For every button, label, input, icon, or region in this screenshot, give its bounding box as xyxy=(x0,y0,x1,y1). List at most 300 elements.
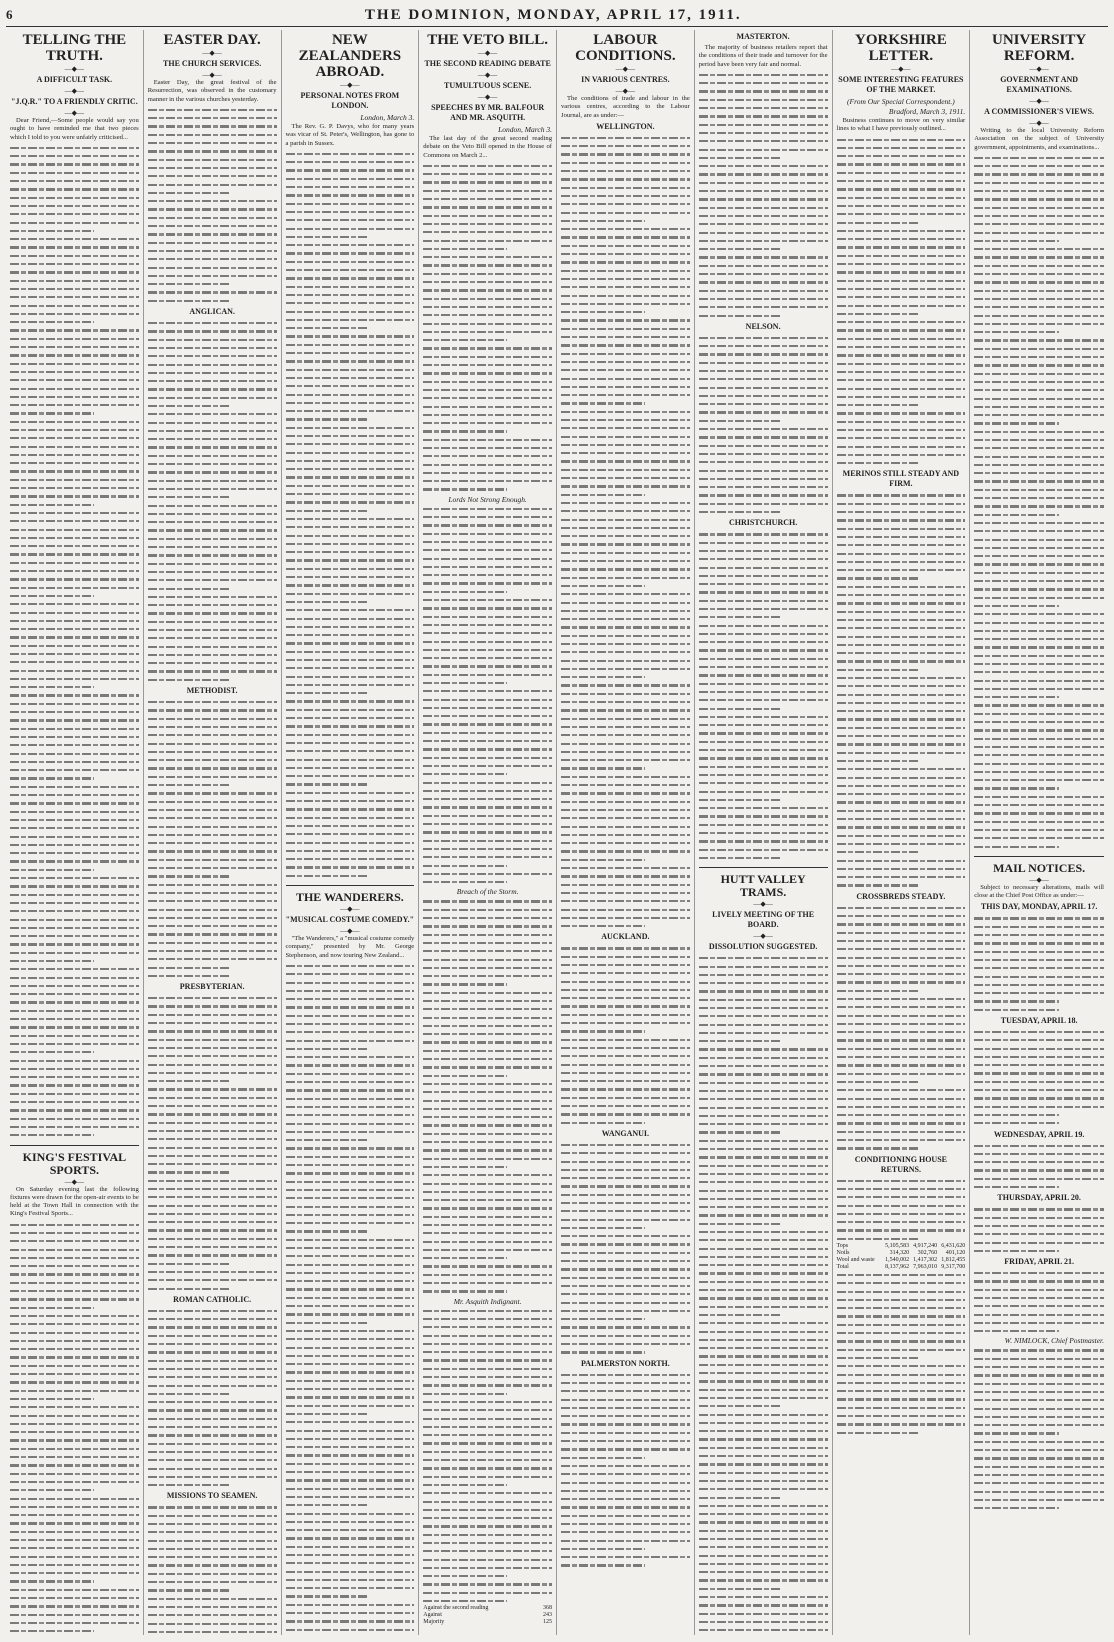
text-line xyxy=(10,998,139,1006)
text-line xyxy=(10,335,139,343)
text-line xyxy=(699,1494,828,1502)
text-line xyxy=(148,756,277,764)
text-line xyxy=(974,511,1104,519)
text-line xyxy=(423,1113,552,1121)
text-line xyxy=(148,1011,277,1019)
text-line xyxy=(148,906,277,914)
body-text-lines xyxy=(699,334,828,517)
headline-wanderers: THE WANDERERS. xyxy=(295,890,404,905)
text-line xyxy=(974,710,1104,718)
text-line xyxy=(148,551,277,559)
text-line xyxy=(837,1045,966,1053)
text-line xyxy=(286,1294,415,1302)
text-line xyxy=(423,1522,552,1530)
text-line xyxy=(837,525,966,533)
text-line xyxy=(561,134,690,142)
text-line xyxy=(423,720,552,728)
text-line xyxy=(423,754,552,762)
text-line xyxy=(974,818,1104,826)
text-line xyxy=(286,465,415,473)
text-line xyxy=(837,1020,966,1028)
text-line xyxy=(974,843,1104,851)
section-heading: CROSSBREDS STEADY. xyxy=(856,891,946,901)
text-line xyxy=(974,419,1104,427)
text-line xyxy=(699,162,828,170)
text-line xyxy=(423,956,552,964)
text-line xyxy=(148,443,277,451)
text-line xyxy=(561,706,690,714)
text-line xyxy=(699,154,828,162)
text-line xyxy=(423,344,552,352)
text-line xyxy=(423,1080,552,1088)
text-line xyxy=(286,523,415,531)
article-lead: Dear Friend,—Some people would say you ought to have reminded me that two pieces which I told to you were unfairly criticised... xyxy=(10,117,139,141)
text-line xyxy=(148,1365,277,1373)
text-line xyxy=(974,1036,1104,1044)
text-line xyxy=(561,1085,690,1093)
text-line xyxy=(10,799,139,807)
text-line xyxy=(423,513,552,521)
text-line xyxy=(561,1282,690,1290)
text-line xyxy=(148,1052,277,1060)
column-3: NEW ZEALANDERS ABROAD. —◆— PERSONAL NOTES FROM LONDON. London, March 3. The Rev. G. P. Davys, who for many years was vicar of St. Peter's, Wellington, has gone to a parish in Sussex. THE WANDERERS. —◆— "MUSICAL COSTUME COMEDY." —◆— "The Wanderers," a "musical costume comedy company," presented by Mr. George Stephenson, and now touring New Zealand... xyxy=(282,30,420,1635)
text-line xyxy=(699,500,828,508)
text-line xyxy=(286,1086,415,1094)
subheadline: "MUSICAL COSTUME COMEDY." xyxy=(285,915,415,925)
text-line xyxy=(974,195,1104,203)
text-line xyxy=(286,970,415,978)
text-line xyxy=(699,613,828,621)
text-line xyxy=(561,1528,690,1536)
text-line xyxy=(10,774,139,782)
result-row: Against 243 xyxy=(423,1612,552,1619)
text-line xyxy=(837,533,966,541)
text-line xyxy=(148,1102,277,1110)
text-line xyxy=(837,1304,966,1312)
text-line xyxy=(10,1412,139,1420)
text-line xyxy=(10,633,139,641)
text-line xyxy=(10,1254,139,1262)
text-line xyxy=(286,1285,415,1293)
text-line xyxy=(837,1354,966,1362)
text-line xyxy=(286,1219,415,1227)
text-line xyxy=(699,705,828,713)
text-line xyxy=(974,577,1104,585)
text-line xyxy=(561,267,690,275)
text-line xyxy=(10,625,139,633)
text-line xyxy=(286,299,415,307)
text-line xyxy=(974,652,1104,660)
text-line xyxy=(699,1278,828,1286)
text-line xyxy=(974,1103,1104,1111)
text-line xyxy=(974,245,1104,253)
text-line xyxy=(561,1224,690,1232)
text-line xyxy=(286,1302,415,1310)
text-line xyxy=(423,914,552,922)
text-line xyxy=(423,1105,552,1113)
text-line xyxy=(148,723,277,731)
text-line xyxy=(561,640,690,648)
column-5: LABOUR CONDITIONS. —◆— IN VARIOUS CENTRES. —◆— The conditions of trade and labour in the various centres, according to the Labour Journal, are as under:— WELLINGTON. AUCKLAND. WANGANUI. PALMERSTON NORTH. xyxy=(557,30,695,1635)
text-line xyxy=(148,1185,277,1193)
text-line xyxy=(10,1123,139,1131)
text-line xyxy=(561,1216,690,1224)
result-row: Majority 125 xyxy=(423,1619,552,1626)
text-line xyxy=(10,650,139,658)
text-line xyxy=(561,1396,690,1404)
text-line xyxy=(974,735,1104,743)
text-line xyxy=(699,646,828,654)
text-line xyxy=(423,178,552,186)
text-line xyxy=(148,1144,277,1152)
text-line xyxy=(699,1087,828,1095)
text-line xyxy=(699,788,828,796)
text-line xyxy=(974,461,1104,469)
text-line xyxy=(561,1011,690,1019)
text-line xyxy=(10,1221,139,1229)
text-line xyxy=(974,1205,1104,1213)
text-line xyxy=(423,1332,552,1340)
text-line xyxy=(699,1543,828,1551)
text-line xyxy=(974,1158,1104,1166)
text-line xyxy=(974,569,1104,577)
text-line xyxy=(837,1362,966,1370)
text-line xyxy=(148,1315,277,1323)
text-line xyxy=(974,685,1104,693)
text-line xyxy=(423,1262,552,1270)
text-line xyxy=(837,1103,966,1111)
text-line xyxy=(10,252,139,260)
text-line xyxy=(286,1501,415,1509)
subheadline: GOVERNMENT AND EXAMINATIONS. xyxy=(1000,75,1079,94)
text-line xyxy=(699,1477,828,1485)
text-line xyxy=(286,291,415,299)
text-line xyxy=(837,1095,966,1103)
body-text-lines xyxy=(148,1503,277,1635)
text-line xyxy=(561,217,690,225)
text-line xyxy=(148,889,277,897)
text-line xyxy=(423,870,552,878)
body-text-lines xyxy=(148,698,277,980)
text-line xyxy=(286,1443,415,1451)
text-line xyxy=(286,432,415,440)
mail-day: THIS DAY, MONDAY, APRIL 17. xyxy=(980,902,1098,912)
text-line xyxy=(286,598,415,606)
text-line xyxy=(423,770,552,778)
text-line xyxy=(561,781,690,789)
text-line xyxy=(699,179,828,187)
text-line xyxy=(974,627,1104,635)
subheadline: SOME INTERESTING FEATURES OF THE MARKET. xyxy=(838,75,964,94)
article-lead: Subject to necessary alterations, mails will close at the Chief Post Office as under:— xyxy=(974,883,1104,900)
text-line xyxy=(699,121,828,129)
text-line xyxy=(148,336,277,344)
text-line xyxy=(699,671,828,679)
text-line xyxy=(286,822,415,830)
text-line xyxy=(699,1344,828,1352)
text-line xyxy=(974,768,1104,776)
text-line xyxy=(10,949,139,957)
section-heading: Lords Not Strong Enough. xyxy=(448,494,527,504)
text-line xyxy=(974,726,1104,734)
text-line xyxy=(974,336,1104,344)
text-line xyxy=(837,219,966,227)
text-line xyxy=(699,539,828,547)
text-line xyxy=(423,1464,552,1472)
text-line xyxy=(837,210,966,218)
text-line xyxy=(10,990,139,998)
text-line xyxy=(561,300,690,308)
table-row: Total 8,137,962 7,963,010 9,317,700 xyxy=(836,1264,966,1270)
text-line xyxy=(286,1360,415,1368)
text-line xyxy=(10,484,139,492)
text-line xyxy=(148,576,277,584)
text-line xyxy=(837,500,966,508)
text-line xyxy=(286,1061,415,1069)
text-line xyxy=(423,1121,552,1129)
text-line xyxy=(148,1243,277,1251)
text-line xyxy=(148,1110,277,1118)
text-line xyxy=(10,1320,139,1328)
article-lead: Business continues to move on very similar lines to what I have previously outlined... xyxy=(836,117,966,133)
text-line xyxy=(148,1440,277,1448)
text-line xyxy=(148,698,277,706)
text-line xyxy=(10,824,139,832)
body-text-lines xyxy=(974,1205,1104,1255)
text-line xyxy=(561,906,690,914)
text-line xyxy=(561,1110,690,1118)
text-line xyxy=(837,1387,966,1395)
text-line xyxy=(423,579,552,587)
text-line xyxy=(974,1175,1104,1183)
text-line xyxy=(699,237,828,245)
text-line xyxy=(423,980,552,988)
text-line xyxy=(837,326,966,334)
text-line xyxy=(561,1412,690,1420)
text-line xyxy=(699,963,828,971)
text-line xyxy=(423,1246,552,1254)
text-line xyxy=(837,1395,966,1403)
text-line xyxy=(423,1506,552,1514)
headline-hutt-trams: HUTT VALLEY TRAMS. xyxy=(720,872,806,900)
text-line xyxy=(837,277,966,285)
section-heading: Mr. Asquith Indignant. xyxy=(453,1296,522,1306)
text-line xyxy=(148,1085,277,1093)
text-line xyxy=(974,170,1104,178)
text-line xyxy=(423,203,552,211)
text-line xyxy=(423,638,552,646)
text-line xyxy=(423,646,552,654)
text-line xyxy=(423,1014,552,1022)
text-line xyxy=(148,560,277,568)
text-line xyxy=(699,483,828,491)
text-line xyxy=(699,1328,828,1336)
text-line xyxy=(699,1054,828,1062)
text-line xyxy=(423,1005,552,1013)
text-line xyxy=(286,216,415,224)
text-line xyxy=(699,1460,828,1468)
text-line xyxy=(423,253,552,261)
text-line xyxy=(561,184,690,192)
text-line xyxy=(148,789,277,797)
text-line xyxy=(974,997,1104,1005)
text-line xyxy=(561,1537,690,1545)
result-row: Against the second reading 368 xyxy=(423,1605,552,1612)
text-line xyxy=(699,425,828,433)
text-line xyxy=(837,343,966,351)
text-line xyxy=(837,865,966,873)
text-line xyxy=(286,482,415,490)
text-line xyxy=(286,200,415,208)
text-line xyxy=(837,624,966,632)
text-line xyxy=(699,754,828,762)
text-line xyxy=(837,1346,966,1354)
text-line xyxy=(286,332,415,340)
text-line xyxy=(10,1370,139,1378)
text-line xyxy=(837,1202,966,1210)
text-line xyxy=(286,1617,415,1625)
text-line xyxy=(286,706,415,714)
text-line xyxy=(974,1327,1104,1335)
text-line xyxy=(699,1245,828,1253)
text-line xyxy=(10,940,139,948)
text-line xyxy=(837,978,966,986)
text-line xyxy=(423,997,552,1005)
text-line xyxy=(561,889,690,897)
text-line xyxy=(974,1045,1104,1053)
text-line xyxy=(10,243,139,251)
text-line xyxy=(148,922,277,930)
text-line xyxy=(423,311,552,319)
text-line xyxy=(10,343,139,351)
text-line xyxy=(10,559,139,567)
text-line xyxy=(10,326,139,334)
text-line xyxy=(423,1473,552,1481)
text-line xyxy=(286,407,415,415)
text-line xyxy=(561,1061,690,1069)
text-line xyxy=(423,1431,552,1439)
text-line xyxy=(423,386,552,394)
text-line xyxy=(423,1564,552,1572)
text-line xyxy=(837,1420,966,1428)
text-line xyxy=(148,1520,277,1528)
text-line xyxy=(286,507,415,515)
text-line xyxy=(699,1062,828,1070)
text-line xyxy=(148,1340,277,1348)
text-line xyxy=(423,1373,552,1381)
text-line xyxy=(974,1142,1104,1150)
text-line xyxy=(423,862,552,870)
column-1: TELLING THE TRUTH. —◆— A DIFFICULT TASK. —◆— "J.Q.R." TO A FRIENDLY CRITIC. —◆— Dear Friend,—Some people would say you ought to have reminded me that two pieces which I told to you were unfairly criticised... KING'S FESTIVAL SPORTS. —◆— On Saturday evening last the following fixtures were drawn for the open-air events to be held at the Town Hall in connection with the King's Festival Sports... xyxy=(6,30,144,1635)
text-line xyxy=(699,350,828,358)
text-line xyxy=(148,288,277,296)
text-line xyxy=(423,654,552,662)
text-line xyxy=(561,1149,690,1157)
text-line xyxy=(974,320,1104,328)
text-line xyxy=(974,1504,1104,1512)
text-line xyxy=(561,507,690,515)
text-line xyxy=(837,699,966,707)
text-line xyxy=(699,1361,828,1369)
text-line xyxy=(561,1102,690,1110)
column-8: UNIVERSITY REFORM. —◆— GOVERNMENT AND EXAMINATIONS. —◆— A COMMISSIONER'S VIEWS. —◆— Writing to the local University Reform Association on the subject of University government, appointments, and examinations... MAIL NOTICES. —◆— Subject to necessary alterations, mails will close at the Chief Post Office as under:— THIS DAY, MONDAY, APRIL 17. TUESDAY, APRIL 18. WEDNESDAY, APRIL 19. THURSDAY, APRIL 20. FRIDAY, APRIL 21. W. NIMLOCK, Chief Postmaster. xyxy=(970,30,1108,1635)
text-line xyxy=(148,1628,277,1635)
dateline: London, March 3. xyxy=(498,125,552,134)
text-line xyxy=(561,648,690,656)
text-line xyxy=(837,904,966,912)
text-line xyxy=(561,632,690,640)
text-line xyxy=(837,599,966,607)
text-line xyxy=(10,1387,139,1395)
text-line xyxy=(286,515,415,523)
text-line xyxy=(10,1131,139,1139)
text-line xyxy=(699,638,828,646)
text-line xyxy=(837,1136,966,1144)
body-text-lines xyxy=(837,491,966,889)
text-line xyxy=(699,597,828,605)
text-line xyxy=(974,1069,1104,1077)
text-line xyxy=(837,558,966,566)
text-line xyxy=(561,574,690,582)
text-line xyxy=(286,1634,415,1635)
text-line xyxy=(699,1510,828,1518)
article-lead: The Rev. G. P. Davys, who for many years was vicar of St. Peter's, Wellington, has gone to a parish in Sussex. xyxy=(285,123,415,147)
text-line xyxy=(974,668,1104,676)
text-line xyxy=(837,857,966,865)
text-line xyxy=(699,1419,828,1427)
text-line xyxy=(974,436,1104,444)
text-line xyxy=(148,377,277,385)
text-line xyxy=(148,197,277,205)
text-line xyxy=(699,605,828,613)
text-line xyxy=(148,1595,277,1603)
text-line xyxy=(148,319,277,327)
text-line xyxy=(699,1485,828,1493)
text-line xyxy=(561,1274,690,1282)
article-lead: The conditions of trade and labour in the various centres, according to the Labour Journal, are as under:— xyxy=(561,95,690,119)
text-line xyxy=(148,1423,277,1431)
text-line xyxy=(423,1556,552,1564)
text-line xyxy=(699,1021,828,1029)
text-line xyxy=(974,1028,1104,1036)
text-line xyxy=(10,758,139,766)
text-line xyxy=(699,1303,828,1311)
text-line xyxy=(10,1287,139,1295)
text-line xyxy=(561,1445,690,1453)
text-line xyxy=(974,660,1104,668)
text-line xyxy=(10,260,139,268)
text-line xyxy=(837,516,966,524)
text-line xyxy=(423,394,552,402)
text-line xyxy=(561,1512,690,1520)
text-line xyxy=(148,847,277,855)
text-line xyxy=(148,526,277,534)
text-line xyxy=(561,1371,690,1379)
text-line xyxy=(974,1239,1104,1247)
text-line xyxy=(561,383,690,391)
text-line xyxy=(423,195,552,203)
text-line xyxy=(286,689,415,697)
text-line xyxy=(148,1077,277,1085)
headline-kings-festival: KING'S FESTIVAL SPORTS. xyxy=(22,1149,127,1177)
text-line xyxy=(561,864,690,872)
text-line xyxy=(974,370,1104,378)
text-line xyxy=(561,449,690,457)
text-line xyxy=(561,283,690,291)
text-line xyxy=(10,1561,139,1569)
text-line xyxy=(837,1226,966,1234)
text-line xyxy=(286,1592,415,1600)
